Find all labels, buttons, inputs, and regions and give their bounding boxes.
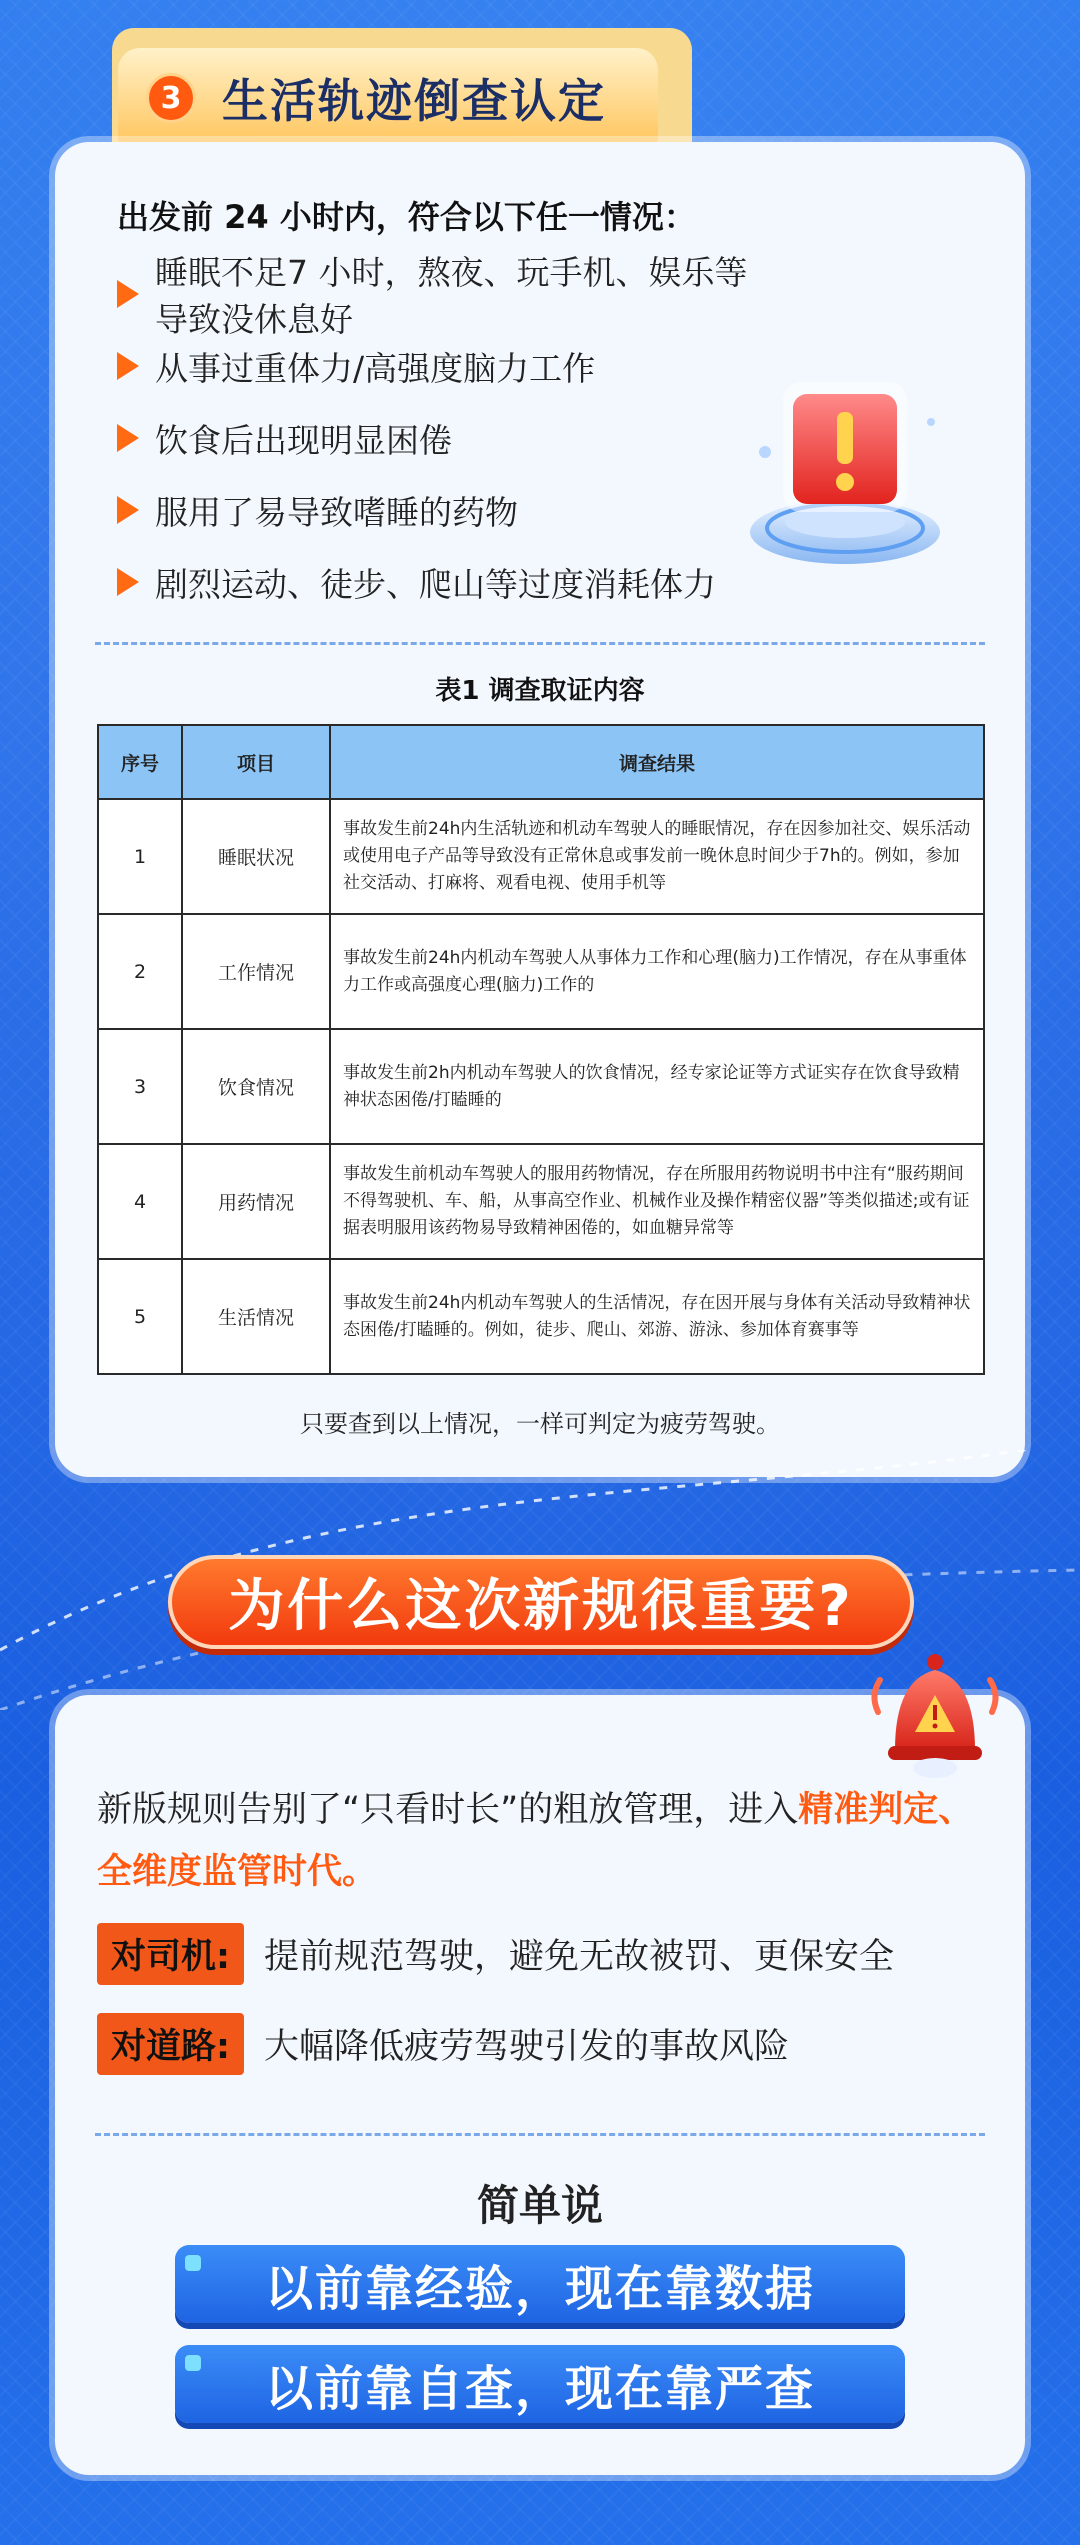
triangle-bullet-icon [117, 352, 139, 380]
slogan-banner [175, 2345, 905, 2423]
row-number: 2 [98, 914, 182, 1029]
row-item: 生活情况 [182, 1259, 330, 1374]
row-result: 事故发生前24h内机动车驾驶人从事体力工作和心理(脑力)工作情况，存在从事重体力工作或高强度心理(脑力)工作的 [330, 914, 984, 1029]
row-item: 工作情况 [182, 914, 330, 1029]
point-driver [97, 1923, 894, 1985]
row-result: 事故发生前24h内生活轨迹和机动车驾驶人的睡眠情况，存在因参加社交、娱乐活动或使用电子产品等导致没有正常休息或事发前一晚休息时间少于7h的。例如，参加社交活动、打麻将、观看电视、使用手机等 [330, 799, 984, 914]
condition-text: 服用了易导致嗜睡的药物 [155, 492, 518, 532]
point-road [97, 2013, 789, 2075]
column-header-item: 项目 [182, 725, 330, 799]
row-item: 用药情况 [182, 1144, 330, 1259]
alert-cube-icon [735, 332, 955, 582]
dashed-divider [95, 2133, 985, 2136]
corner-square-icon [185, 2255, 201, 2271]
point-text: 提前规范驾驶，避免无故被罚、更保安全 [264, 1937, 895, 1977]
dashed-divider [95, 642, 985, 645]
conditions-intro: 出发前 24 小时内，符合以下任一情况： [117, 198, 696, 236]
point-label: 对道路: [97, 2013, 244, 2075]
fatigue-conditions-card [55, 142, 1025, 1477]
table-row [98, 914, 984, 1029]
condition-text: 剧烈运动、徒步、爬山等过度消耗体力 [155, 564, 716, 604]
row-number: 1 [98, 799, 182, 914]
table-header-row [98, 725, 984, 799]
point-label: 对司机: [97, 1923, 244, 1985]
table-note: 只要查到以上情况，一样可判定为疲劳驾驶。 [300, 1410, 780, 1438]
row-number: 5 [98, 1259, 182, 1374]
row-item: 饮食情况 [182, 1029, 330, 1144]
table-row [98, 799, 984, 914]
paragraph-text: 新版规则告别了“只看时长”的粗放管理，进入 [97, 1790, 799, 1830]
condition-text: 睡眠不足7 小时，熬夜、玩手机、娱乐等导致没休息好 [155, 253, 748, 339]
slogan-banner [175, 2245, 905, 2323]
triangle-bullet-icon [117, 568, 139, 596]
row-item: 睡眠状况 [182, 799, 330, 914]
column-header-result: 调查结果 [330, 725, 984, 799]
list-item [117, 402, 757, 474]
section-3-header [118, 48, 658, 148]
list-item [117, 253, 757, 339]
row-number: 3 [98, 1029, 182, 1144]
summary-title: 简单说 [476, 2181, 603, 2230]
row-result: 事故发生前机动车驾驶人的服用药物情况，存在所服用药物说明书中注有“服药期间不得驾驶机、车、船，从事高空作业、机械作业及操作精密仪器”等类似描述;或有证据表明服用该药物易导致精神困倦的，如血糖异常等 [330, 1144, 984, 1259]
table-caption: 表1 调查取证内容 [435, 676, 645, 706]
table-row [98, 1144, 984, 1259]
point-text: 大幅降低疲劳驾驶引发的事故风险 [264, 2027, 790, 2067]
investigation-table [97, 724, 985, 1375]
table-row [98, 1259, 984, 1374]
triangle-bullet-icon [117, 496, 139, 524]
paragraph-highlight: 精准判定、全维度监管时代。 [97, 1790, 974, 1892]
corner-square-icon [185, 2355, 201, 2371]
row-number: 4 [98, 1144, 182, 1259]
column-header-number: 序号 [98, 725, 182, 799]
conditions-list [117, 253, 757, 618]
slogan-text: 以前靠自查，现在靠严查 [264, 2360, 815, 2417]
table-row [98, 1029, 984, 1144]
alarm-bell-icon [860, 1640, 1010, 1790]
condition-text: 从事过重体力/高强度脑力工作 [155, 348, 596, 388]
condition-text: 饮食后出现明显困倦 [155, 420, 452, 460]
importance-paragraph [97, 1779, 997, 1903]
triangle-bullet-icon [117, 280, 139, 308]
section-3-title: 生活轨迹倒查认定 [222, 74, 606, 128]
importance-card [55, 1695, 1025, 2475]
list-item [117, 546, 757, 618]
section-number-badge: 3 [146, 73, 196, 123]
slogan-text: 以前靠经验，现在靠数据 [264, 2260, 815, 2317]
row-result: 事故发生前24h内机动车驾驶人的生活情况，存在因开展与身体有关活动导致精神状态困倦/打瞌睡的。例如，徒步、爬山、郊游、游泳、参加体育赛事等 [330, 1259, 984, 1374]
list-item [117, 474, 757, 546]
why-heading: 为什么这次新规很重要? [168, 1555, 914, 1649]
triangle-bullet-icon [117, 424, 139, 452]
row-result: 事故发生前2h内机动车驾驶人的饮食情况，经专家论证等方式证实存在饮食导致精神状态困倦/打瞌睡的 [330, 1029, 984, 1144]
